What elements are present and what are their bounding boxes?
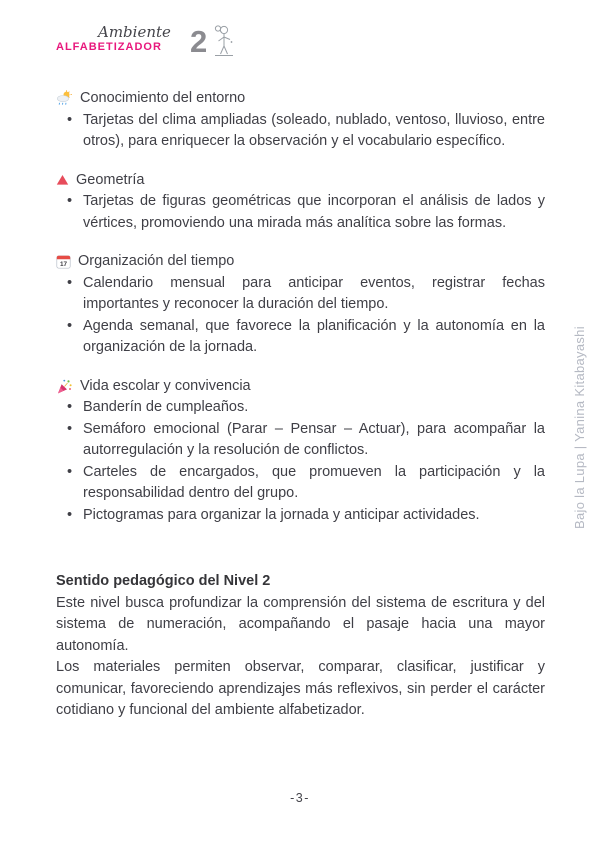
main-content [56, 88, 545, 722]
section-title: Geometría [76, 171, 145, 188]
sun-rain-cloud-icon [56, 90, 73, 107]
section-title: Conocimiento del entorno [80, 90, 246, 106]
logo-script-text: Ambiente [98, 23, 171, 41]
calendar-icon [56, 254, 71, 269]
section-header [56, 251, 545, 273]
list-item: • Agenda semanal, que favorece la planificación y la autonomía en la organización de la jornada. [56, 316, 545, 359]
list-item: • Carteles de encargados, que promueven la participación y la responsabilidad dentro del grupo. [56, 462, 545, 505]
section-vida-escolar-y-convivencia [56, 376, 545, 527]
bullet-list [56, 397, 545, 526]
pedagogy-paragraph: Los materiales permiten observar, comparar, clasificar, justificar y comunicar, favoreciendo aprendizajes más reflexivos, sin perder el carácter cotidiano y funcional del ambiente alfabetizador. [56, 659, 545, 718]
list-item: • Tarjetas del clima ampliadas (soleado, nublado, ventoso, lluvioso, entre otros), para enriquecer la observación y el vocabulario específico. [56, 110, 545, 153]
red-triangle-icon [56, 174, 69, 186]
logo-brand-text: ALFABETIZADOR [56, 41, 162, 53]
bullet-list [56, 191, 545, 234]
author-credit-watermark: Bajo la Lupa | Yanina Kitabayashi [572, 326, 587, 529]
pedagogy-heading: Sentido pedagógico del Nivel 2 [56, 573, 271, 589]
magnifier-stick-figure-icon [214, 24, 234, 67]
section-organizacion-del-tiempo [56, 251, 545, 359]
logo-level-number: 2 [190, 24, 208, 59]
calendar-day-number: 17 [59, 261, 68, 269]
section-conocimiento-del-entorno [56, 88, 545, 153]
pedagogy-paragraph: Este nivel busca profundizar la comprensión del sistema de escritura y del sistema de numeración, acompañando el pasaje hacia una mayor autonomía. [56, 594, 545, 654]
section-header [56, 88, 545, 110]
page-number: -3- [290, 791, 310, 805]
party-popper-icon [56, 378, 73, 395]
section-header [56, 376, 545, 398]
bullet-list [56, 110, 545, 153]
brand-logo [56, 24, 206, 70]
section-geometria [56, 170, 545, 235]
section-header [56, 170, 545, 192]
list-item: • Semáforo emocional (Parar – Pensar – Actuar), para acompañar la autorregulación y la resolución de conflictos. [56, 419, 545, 462]
list-item: • Tarjetas de figuras geométricas que incorporan el análisis de lados y vértices, promoviendo una mirada más analítica sobre las formas. [56, 191, 545, 234]
section-title: Organización del tiempo [78, 253, 235, 269]
section-title: Vida escolar y convivencia [80, 377, 251, 394]
pedagogy-block [56, 571, 545, 722]
list-item: • Banderín de cumpleaños. [56, 397, 545, 419]
list-item: • Pictogramas para organizar la jornada y anticipar actividades. [56, 505, 545, 527]
list-item: • Calendario mensual para anticipar eventos, registrar fechas importantes y reconocer la duración del tiempo. [56, 273, 545, 316]
bullet-list [56, 273, 545, 359]
